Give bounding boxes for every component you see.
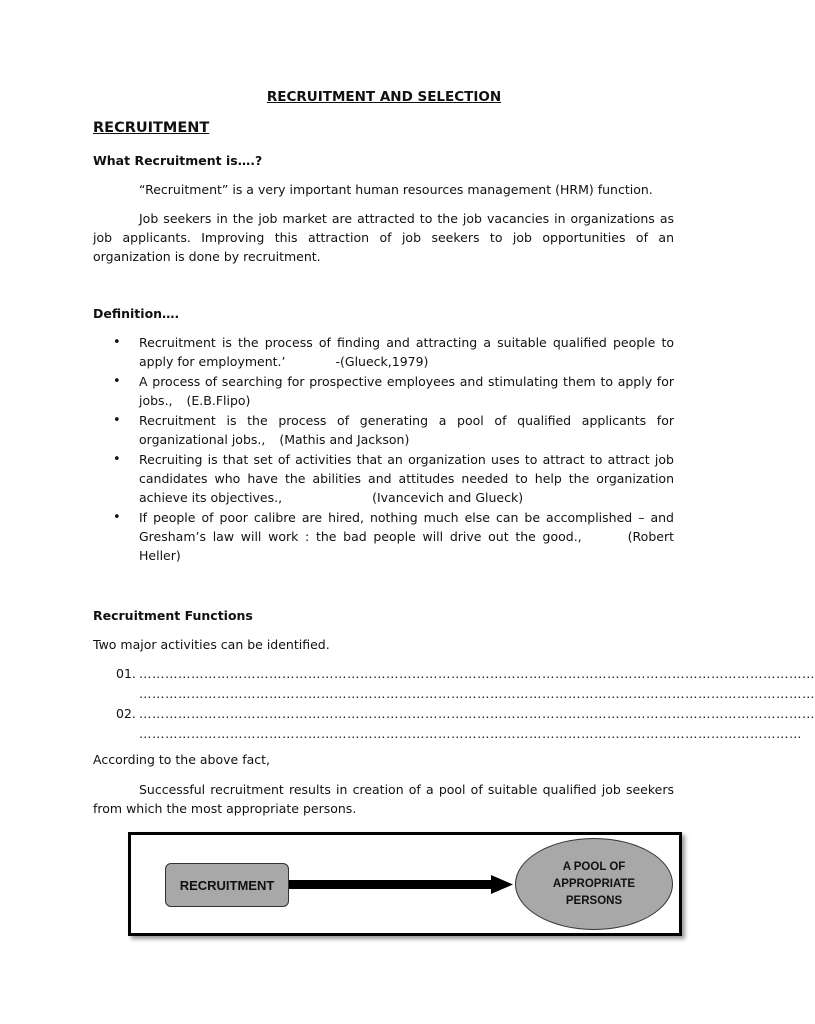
definition-item: • If people of poor calibre are hired, nothing much else can be accomplished – and Gresham’s law will work : the bad people will drive out the good., (Robert Heller): [113, 510, 674, 563]
bullet-icon: •: [113, 413, 121, 428]
functions-heading: Recruitment Functions: [93, 608, 253, 623]
blank-line: …………………………………………………………………………………………………………………………………………: [139, 666, 815, 681]
bullet-icon: •: [113, 510, 121, 525]
definition-heading: Definition….: [93, 306, 180, 321]
recruitment-box: RECRUITMENT: [165, 863, 289, 907]
job-seekers-paragraph: Job seekers in the job market are attracted to the job vacancies in organizations as job applicants. Improving this attraction of job seekers to job opportunities of an organization is done by recruitment.: [93, 211, 674, 264]
functions-intro: Two major activities can be identified.: [93, 637, 330, 652]
oval-line: PERSONS: [565, 894, 623, 907]
what-heading: What Recruitment is….?: [93, 153, 263, 168]
oval-line: A POOL OF: [562, 860, 626, 873]
bullet-icon: •: [113, 335, 121, 350]
activity-number: 02.: [116, 706, 136, 721]
definition-item: • Recruitment is the process of finding and attracting a suitable qualified people to apply for employment.’ -(Glueck,1979): [113, 335, 674, 369]
definition-item: • A process of searching for prospective employees and stimulating them to apply for jobs., (E.B.Flipo): [113, 374, 674, 408]
bullet-icon: •: [113, 374, 121, 389]
activity-item: [93, 664, 815, 704]
intro-paragraph: “Recruitment” is a very important human resources management (HRM) function.: [139, 182, 653, 197]
recruitment-diagram: [128, 832, 682, 936]
blank-line: …………………………………………………………………………………………………………………………………………: [139, 686, 815, 701]
blank-line: …………………………………………………………………………………………………………………………………………: [139, 706, 815, 721]
definition-list: [93, 333, 674, 566]
definition-item: • Recruitment is the process of generating a pool of qualified applicants for organizational jobs., (Mathis and Jackson): [113, 413, 674, 447]
definition-item: • Recruiting is that set of activities that an organization uses to attract to attract job candidates who have the abilities and attitudes needed to help the organization achieve its objectives., (Ivancevich and Glueck): [113, 452, 674, 505]
blank-line: ………………………………………………………………………………………………………………………………………: [139, 726, 802, 741]
bullet-icon: •: [113, 452, 121, 467]
successful-paragraph: Successful recruitment results in creation of a pool of suitable qualified job seekers from which the most appropriate persons.: [93, 782, 674, 816]
oval-line: APPROPRIATE: [552, 877, 636, 890]
activity-number: 01.: [116, 666, 136, 681]
pool-oval: [515, 838, 673, 930]
page-title: RECRUITMENT AND SELECTION: [266, 89, 502, 105]
arrow-icon: [289, 875, 515, 895]
section-heading: RECRUITMENT: [93, 120, 210, 136]
according-text: According to the above fact,: [93, 752, 271, 767]
activity-item: [93, 704, 815, 744]
